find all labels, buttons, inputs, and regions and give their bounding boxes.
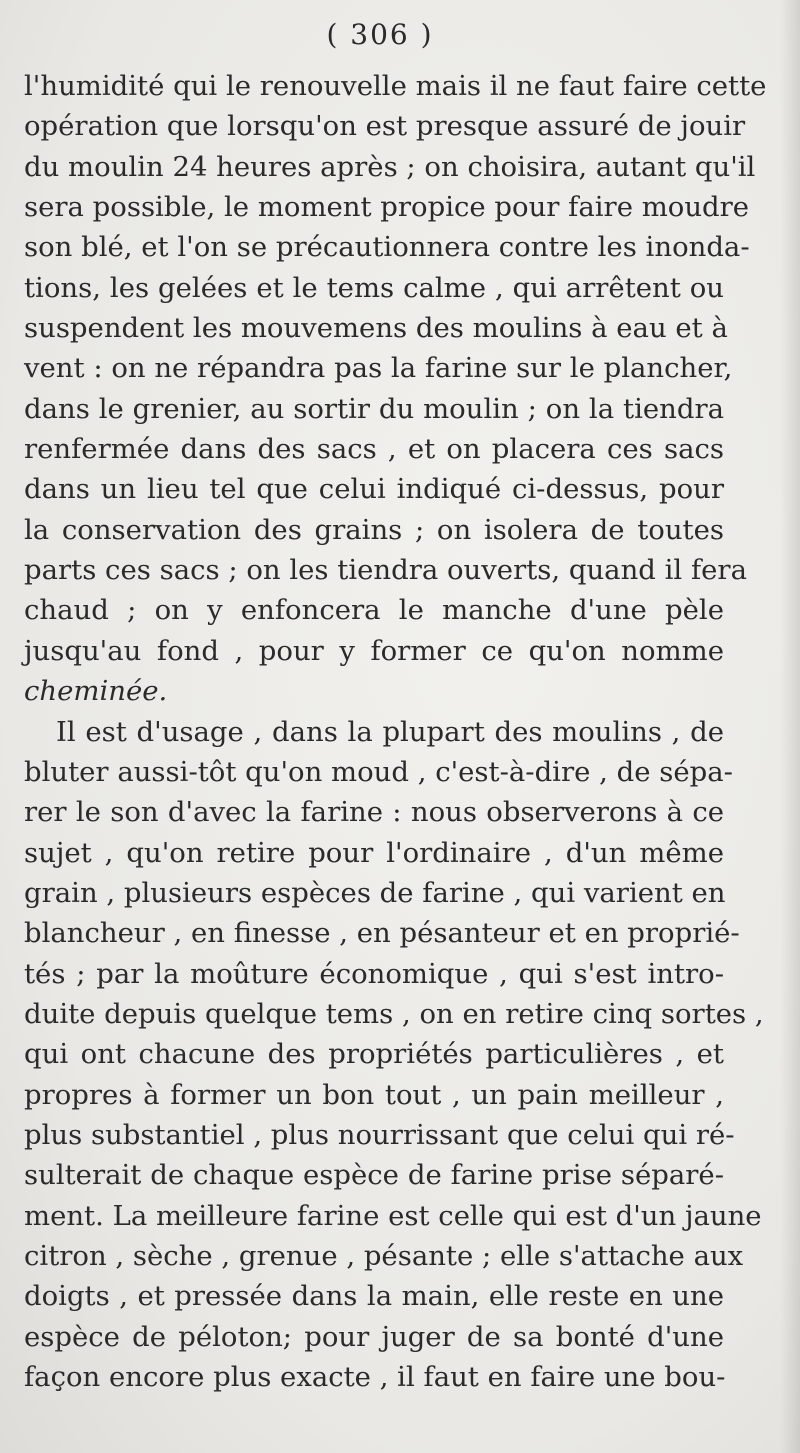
text-line: renfermée dans des sacs , et on placera ces sacs <box>24 433 724 466</box>
text-line: jusqu'au fond , pour y former ce qu'on nomme <box>24 634 724 667</box>
text-line: propres à former un bon tout , un pain meilleur , <box>24 1078 724 1111</box>
italic-term: cheminée. <box>24 675 168 708</box>
text-line: citron , sèche , grenue , pésante ; elle s'attache aux <box>24 1239 744 1272</box>
text-line: Il est d'usage , dans la plupart des moulins , de <box>56 715 724 748</box>
text-line: tés ; par la moûture économique , qui s'est intro- <box>24 957 724 990</box>
text-line: dans le grenier, au sortir du moulin ; on la tiendra <box>24 392 724 425</box>
text-line: sujet , qu'on retire pour l'ordinaire , d'un même <box>24 836 724 869</box>
text-line: suspendent les mouvemens des moulins à eau et à <box>24 312 728 345</box>
text-line: plus substantiel , plus nourrissant que celui qui ré- <box>24 1118 735 1151</box>
text-line: sulterait de chaque espèce de farine prise séparé- <box>24 1159 724 1192</box>
text-line: doigts , et pressée dans la main, elle reste en une <box>24 1280 724 1313</box>
text-line: tions, les gelées et le tems calme , qui arrêtent ou <box>24 271 724 304</box>
text-line: l'humidité qui le renouvelle mais il ne faut faire cette <box>24 70 767 102</box>
text-line: dans un lieu tel que celui indiqué ci-dessus, pour <box>24 473 724 506</box>
page-edge-shadow <box>780 0 800 1453</box>
text-line: vent : on ne répandra pas la farine sur le plancher, <box>24 352 733 385</box>
text-line: espèce de péloton; pour juger de sa bonté d'une <box>24 1320 724 1353</box>
text-line: ment. La meilleure farine est celle qui est d'un jaune <box>24 1199 762 1232</box>
page-number: ( 306 ) <box>326 18 434 51</box>
text-line-italic <box>24 671 724 711</box>
text-line: opération que lorsqu'on est presque assuré de jouir <box>24 110 746 143</box>
text-line: qui ont chacune des propriétés particulières , et <box>24 1038 724 1071</box>
text-line: blancheur , en finesse , en pésanteur et en proprié- <box>24 917 740 950</box>
body-text <box>24 66 767 1397</box>
text-line: son blé, et l'on se précautionnera contre les inonda- <box>24 231 750 264</box>
text-line: parts ces sacs ; on les tiendra ouverts, quand il fera <box>24 554 747 587</box>
text-line: sera possible, le moment propice pour faire moudre <box>24 191 750 224</box>
text-line: rer le son d'avec la farine : nous observerons à ce <box>24 796 724 829</box>
text-line: du moulin 24 heures après ; on choisira, autant qu'il <box>24 150 756 183</box>
text-line: duite depuis quelque tems , on en retire cinq sortes , <box>24 997 764 1030</box>
text-line: façon encore plus exacte , il faut en faire une bou- <box>24 1361 726 1393</box>
text-line: bluter aussi-tôt qu'on moud , c'est-à-dire , de sépa- <box>24 755 733 788</box>
text-line: chaud ; on y enfoncera le manche d'une pèle <box>24 594 724 627</box>
text-line: grain , plusieurs espèces de farine , qui varient en <box>24 876 726 909</box>
text-line: la conservation des grains ; on isolera de toutes <box>24 513 724 546</box>
